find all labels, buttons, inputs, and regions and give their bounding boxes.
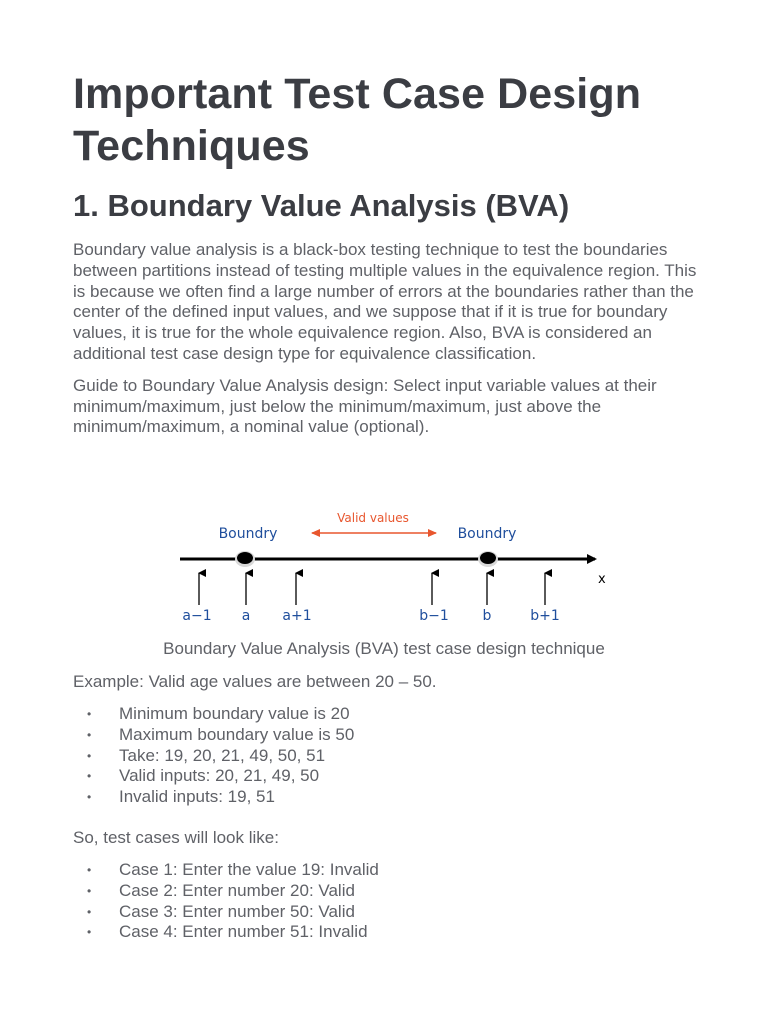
- boundary-dot-a: [237, 552, 253, 564]
- bullet-icon: •: [87, 748, 92, 763]
- bullet-icon: •: [87, 769, 92, 784]
- example-list: [73, 704, 354, 808]
- list-item: [73, 746, 354, 767]
- section-heading: 1. Boundary Value Analysis (BVA): [73, 188, 570, 223]
- list-item-text: Take: 19, 20, 21, 49, 50, 51: [119, 745, 326, 765]
- point-label-a-minus-1: a−1: [182, 608, 212, 624]
- valid-values-label: Valid values: [337, 511, 409, 525]
- bva-diagram-svg: [170, 500, 620, 630]
- page-title: Important Test Case Design Techniques: [73, 70, 642, 170]
- bullet-icon: •: [87, 904, 92, 919]
- point-label-b-plus-1: b+1: [530, 608, 560, 624]
- point-label-a-plus-1: a+1: [282, 608, 312, 624]
- figure-caption: Boundary Value Analysis (BVA) test case design technique: [163, 639, 605, 658]
- list-item: [73, 704, 354, 725]
- article-body: [73, 68, 703, 438]
- example-text: Example: Valid age values are between 20 – 50.: [73, 672, 437, 691]
- bullet-icon: •: [87, 883, 92, 898]
- guide-paragraph: Guide to Boundary Value Analysis design: Select input variable values at their minimum/maximum, just below the minimum/maximum, just above the minimum/maximum, a nominal value (optional).: [73, 375, 657, 437]
- boundary-dot-b: [480, 552, 496, 564]
- axis-label: x: [598, 572, 606, 587]
- list-item: [73, 881, 379, 902]
- test-cases-list: [73, 860, 379, 943]
- bullet-icon: •: [87, 863, 92, 877]
- point-label-b: b: [482, 608, 492, 624]
- list-item-text: Case 4: Enter number 51: Invalid: [119, 922, 368, 942]
- bullet-icon: •: [87, 707, 92, 721]
- bullet-icon: •: [87, 727, 92, 742]
- list-item-text: Minimum boundary value is 20: [119, 704, 350, 723]
- list-item: [73, 766, 354, 787]
- list-item-text: Maximum boundary value is 50: [119, 724, 355, 744]
- bva-diagram: [170, 500, 620, 630]
- list-item: [73, 787, 354, 808]
- list-item-text: Case 1: Enter the value 19: Invalid: [119, 860, 379, 879]
- bullet-icon: •: [87, 790, 92, 805]
- boundary-right-label: Boundry: [457, 526, 517, 542]
- list-item-text: Case 2: Enter number 20: Valid: [119, 880, 355, 900]
- boundary-left-label: Boundry: [218, 526, 278, 542]
- intro-paragraph: Boundary value analysis is a black-box testing technique to test the boundaries between partitions instead of testing multiple values in the equivalence region. This is because we often find a large number of errors at the boundaries rather than the center of the defined input values, and we suppose that if it is true for boundary values, it is true for the whole equivalence region. Also, BVA is considered an additional test case design type for equivalence classification.: [73, 240, 697, 363]
- point-label-b-minus-1: b−1: [419, 608, 449, 624]
- bullet-icon: •: [87, 925, 92, 940]
- list-item-text: Valid inputs: 20, 21, 49, 50: [119, 766, 320, 786]
- point-label-a: a: [241, 608, 251, 624]
- list-item: [73, 922, 379, 943]
- list-item: [73, 860, 379, 881]
- list-item: [73, 725, 354, 746]
- test-cases-intro: So, test cases will look like:: [73, 828, 279, 847]
- list-item: [73, 902, 379, 923]
- list-item-text: Invalid inputs: 19, 51: [119, 787, 275, 807]
- list-item-text: Case 3: Enter number 50: Valid: [119, 901, 355, 921]
